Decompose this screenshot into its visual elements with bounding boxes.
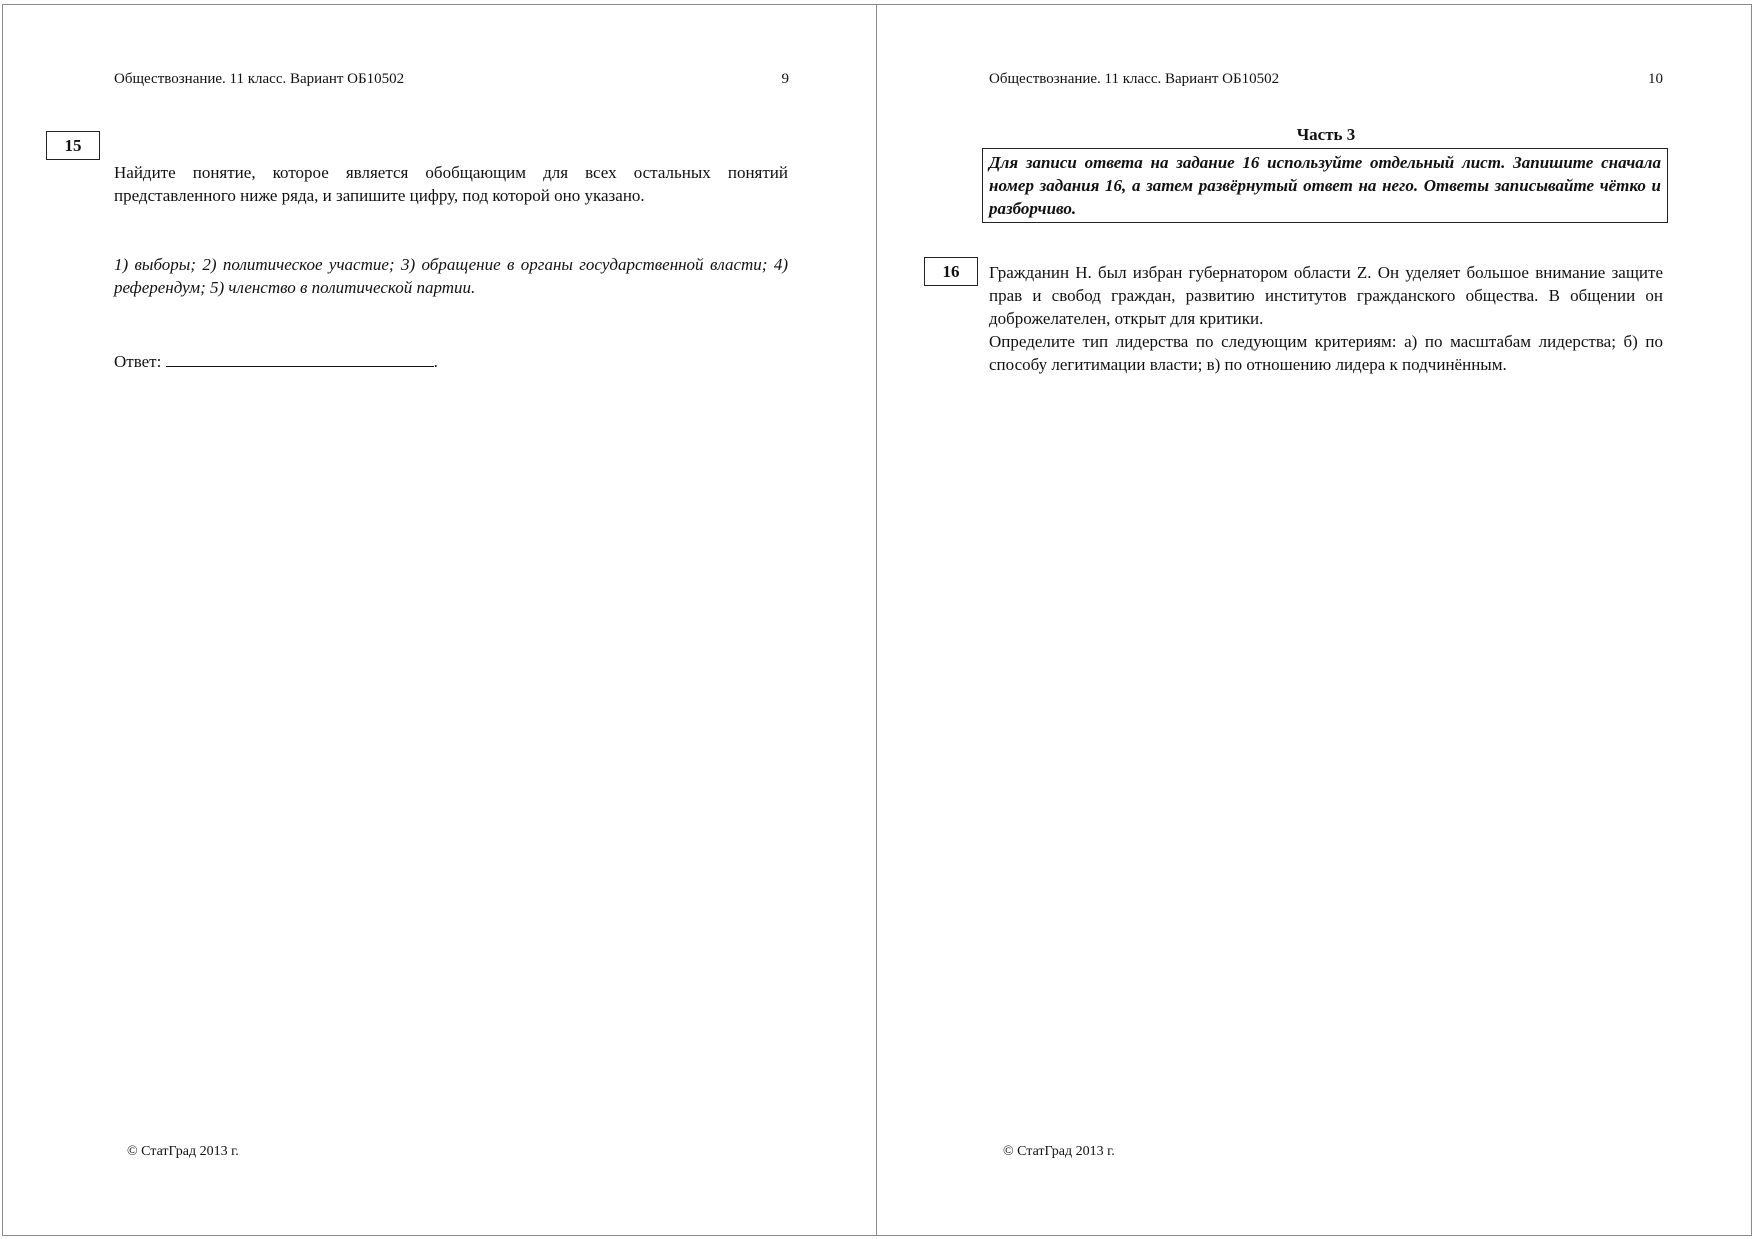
task-number-box: 15 <box>46 131 100 160</box>
page-footer: © СтатГрад 2013 г. <box>1003 1144 1115 1159</box>
right-page <box>876 4 1752 1236</box>
page-number: 10 <box>1648 71 1663 87</box>
answer-label: Ответ: <box>114 352 162 371</box>
answer-row <box>114 349 788 373</box>
page-header: Обществознание. 11 класс. Вариант ОБ10502 <box>114 71 405 87</box>
task-paragraph-1: Гражданин Н. был избран губернатором области Z. Он уделяет большое внимание защите прав и свобод граждан, развитию институтов гражданского общества. В общении он доброжелателен, открыт для критики. <box>989 263 1663 328</box>
page-number: 9 <box>781 71 789 87</box>
task-number-box: 16 <box>924 257 978 286</box>
instruction-box: Для записи ответа на задание 16 используйте отдельный лист. Запишите сначала номер задания 16, а затем развёрнутый ответ на него. Ответы записывайте чётко и разборчиво. <box>982 148 1668 223</box>
left-page <box>2 4 878 1236</box>
answer-field[interactable] <box>166 349 434 367</box>
page-header: Обществознание. 11 класс. Вариант ОБ10502 <box>989 71 1280 87</box>
task-paragraph-2: Определите тип лидерства по следующим критериям: а) по масштабам лидерства; б) по способу легитимации власти; в) по отношению лидера к подчинённым. <box>989 332 1663 374</box>
section-title: Часть 3 <box>1296 125 1356 144</box>
page-footer: © СтатГрад 2013 г. <box>127 1144 239 1159</box>
answer-end: . <box>433 352 438 371</box>
task-options: 1) выборы; 2) политическое участие; 3) обращение в органы государственной власти; 4) референдум; 5) членство в политической партии. <box>114 255 788 297</box>
task-question: Найдите понятие, которое является обобщающим для всех остальных понятий представленного ниже ряда, и запишите цифру, под которой оно указано. <box>114 163 788 205</box>
